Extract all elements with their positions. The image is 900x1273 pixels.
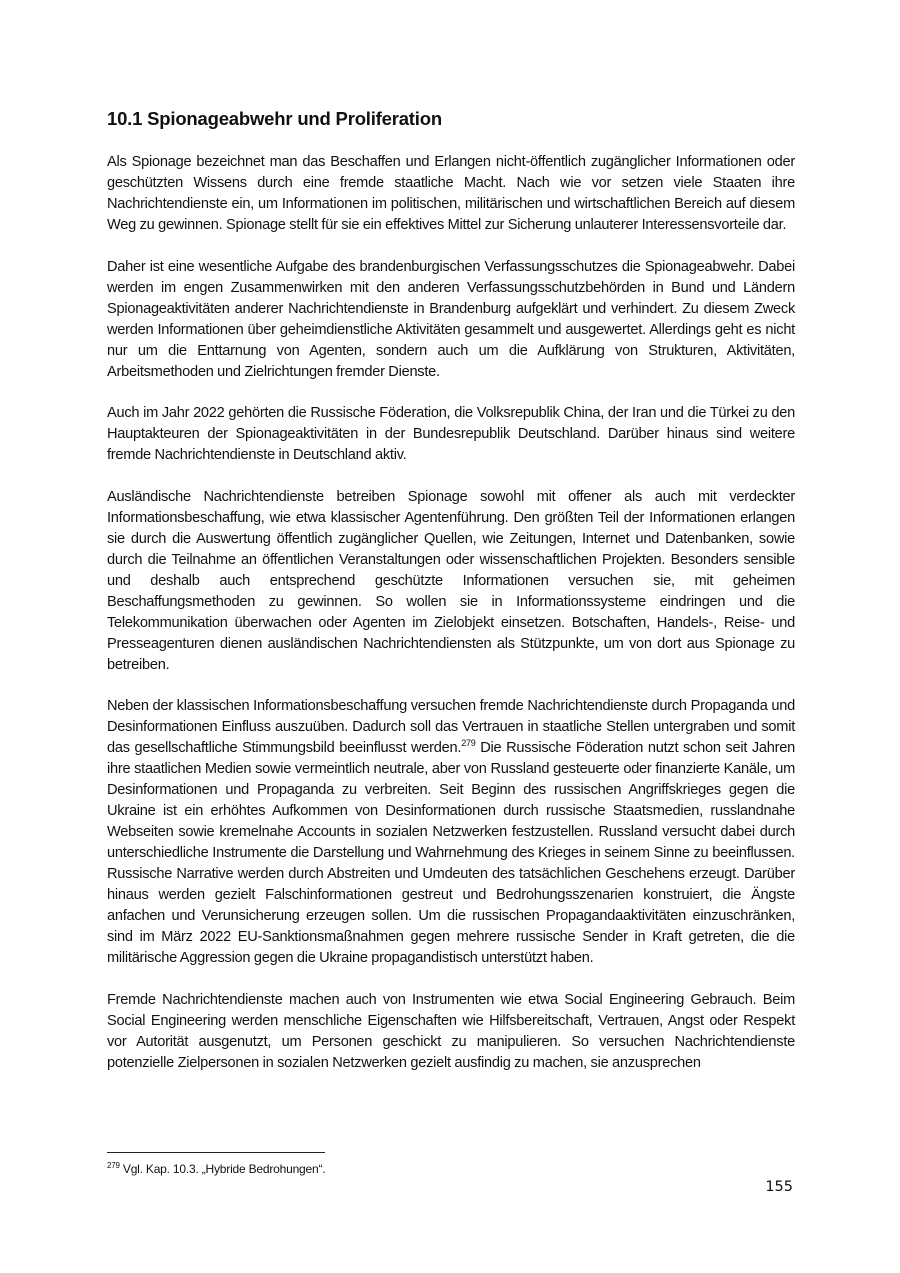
- footnote-divider: [107, 1152, 325, 1153]
- paragraph-6: Fremde Nachrichtendienste machen auch von Instrumenten wie etwa Social Engineering Gebrauch. Beim Social Engineering werden menschliche Eigenschaften wie Hilfsbereitschaft, Vertrauen, Angst oder Respekt vor Autorität ausgenutzt, um Personen geschickt zu manipulieren. So versuchen Nachrichtendienste potenzielle Zielpersonen in sozialen Netzwerken gezielt ausfindig zu machen, sie anzusprechen: [107, 991, 795, 1071]
- footnote-number: 279: [107, 1161, 120, 1170]
- footnote: [107, 1161, 325, 1177]
- paragraph-4: Ausländische Nachrichtendienste betreiben Spionage sowohl mit offener als auch mit verdeckter Informationsbeschaffung, wie etwa klassischer Agentenführung. Den größten Teil der Informationen erlangen sie durch die Auswertung öffentlich zugänglicher Quellen, wie Zeitungen, Internet und Datenbanken, sowie durch die Teilnahme an öffentlichen Veranstaltungen oder wissenschaftlichen Projekten. Besonders sensible und deshalb auch entsprechend geschützte Informationen versuchen sie, mit geheimen Beschaffungsmethoden zu gewinnen. So wollen sie in Informationssysteme eindringen und die Telekommunikation überwachen oder Agenten im Zielobjekt einsetzen. Botschaften, Handels-, Reise- und Presseagenturen dienen ausländischen Nachrichtendiensten als Stützpunkte, um von dort aus Spionage zu betreiben.: [107, 488, 795, 673]
- paragraph-1: Als Spionage bezeichnet man das Beschaffen und Erlangen nicht-öffentlich zugänglicher Informationen oder geschützten Wissens durch eine fremde staatliche Macht. Nach wie vor setzen viele Staaten ihre Nachrichtendienste ein, um Informationen im politischen, militärischen und wirtschaftlichen Bereich auf diesem Weg zu gewinnen. Spionage stellt für sie ein effektives Mittel zur Sicherung unlauterer Interessensvorteile dar.: [107, 154, 795, 233]
- section-heading: 10.1 Spionageabwehr und Proliferation: [107, 108, 442, 129]
- page-number: 155: [765, 1179, 793, 1195]
- paragraph-2: Daher ist eine wesentliche Aufgabe des brandenburgischen Verfassungsschutzes die Spionageabwehr. Dabei werden im engen Zusammenwirken mit den anderen Verfassungsschutzbehörden in Bund und Ländern Spionageaktivitäten anderer Nachrichtendienste in Brandenburg aufgeklärt und verhindert. Zu diesem Zweck werden Informationen über geheimdienstliche Aktivitäten gesammelt und ausgewertet. Allerdings geht es nicht nur um die Enttarnung von Agenten, sondern auch um die Aufklärung von Strukturen, Aktivitäten, Arbeitsmethoden und Zielrichtungen fremder Dienste.: [107, 258, 795, 380]
- paragraph-5-start: Neben der klassischen Informationsbeschaffung versuchen fremde Nachrichtendienste durch Propaganda und Desinformationen Einfluss auszuüben. Dadurch soll das Vertrauen in staatliche Stellen untergraben und somit das gesellschaftliche Stimmungsbild beeinflusst werden.: [107, 698, 795, 756]
- body-text: [107, 152, 795, 1094]
- footnote-reference[interactable]: 279: [461, 738, 476, 749]
- paragraph-3: Auch im Jahr 2022 gehörten die Russische Föderation, die Volksrepublik China, der Iran und die Türkei zu den Hauptakteuren der Spionageaktivitäten in der Bundesrepublik Deutschland. Darüber hinaus sind weitere fremde Nachrichtendienste in Deutschland aktiv.: [107, 405, 795, 463]
- paragraph-5-rest: Die Russische Föderation nutzt schon seit Jahren ihre staatlichen Medien sowie vermeintlich neutrale, aber von Russland gesteuerte oder finanzierte Kanäle, um Desinformationen und Propaganda zu verbreiten. Seit Beginn des russischen Angriffskrieges gegen die Ukraine ist ein erhöhtes Aufkommen von Desinformationen durch russische Staatsmedien, russlandnahe Webseiten sowie kremelnahe Accounts in sozialen Netzwerken festzustellen. Russland versucht dabei durch unterschiedliche Instrumente die Darstellung und Wahrnehmung des Krieges in seinem Sinne zu beeinflussen. Russische Narrative werden durch Abstreiten und Umdeuten des tatsächlichen Geschehens erzeugt. Darüber hinaus werden gezielt Falschinformationen gestreut und Bedrohungsszenarien konstruiert, die Ängste anfachen und Verunsicherung erzeugen sollen. Um die russischen Propagandaaktivitäten einzuschränken, sind im März 2022 EU-Sanktionsmaßnahmen gegen mehrere russische Sender in Kraft getreten, die die militärische Aggression gegen die Ukraine propagandistisch unterstützt haben.: [107, 740, 795, 966]
- paragraph-5: [107, 696, 795, 969]
- footnote-text: Vgl. Kap. 10.3. „Hybride Bedrohungen“.: [119, 1162, 326, 1176]
